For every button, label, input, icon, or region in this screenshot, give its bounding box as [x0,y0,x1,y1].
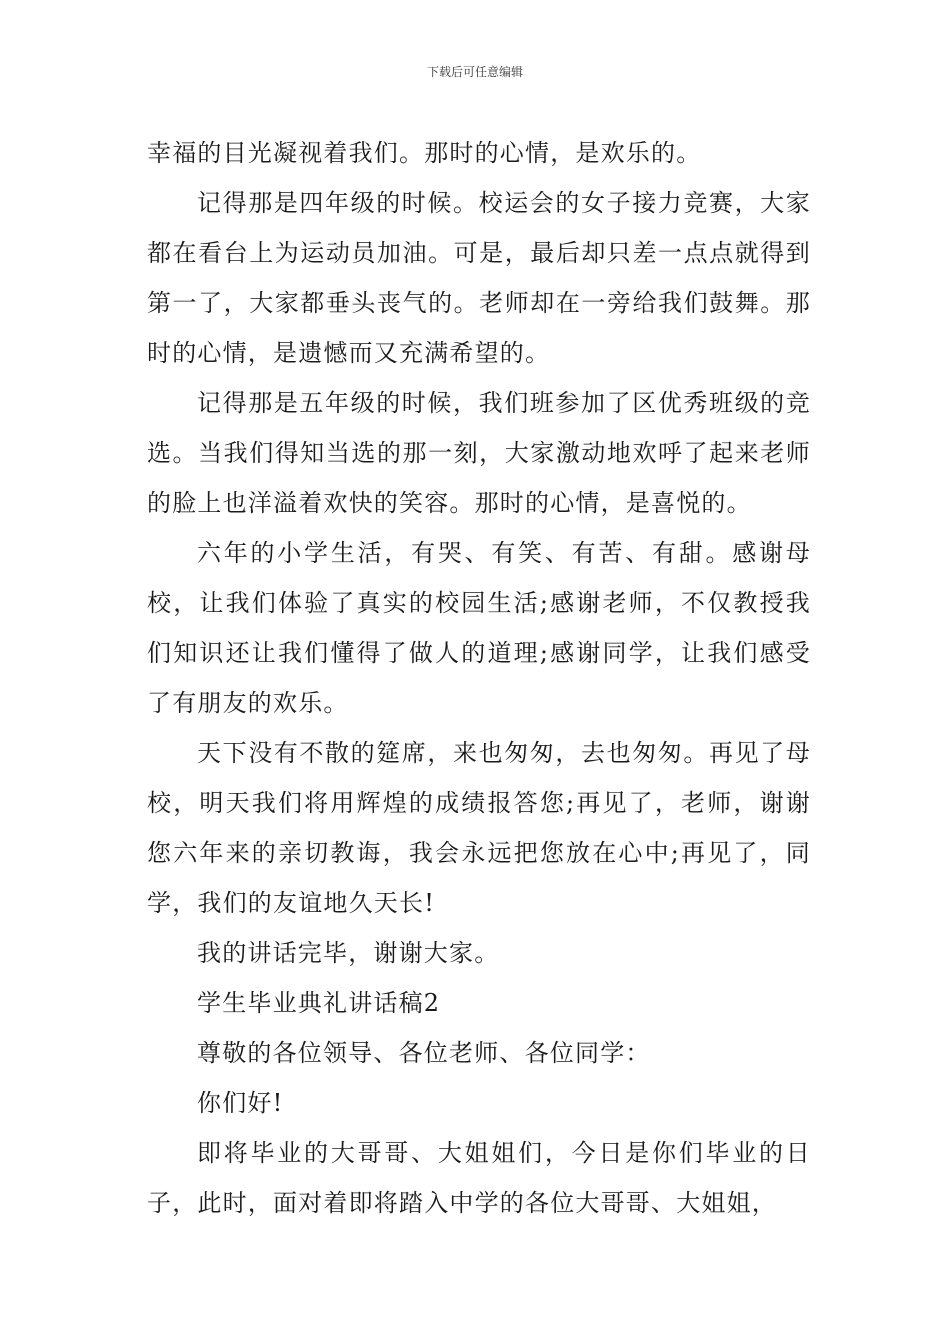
paragraph-fourth-grade: 记得那是四年级的时候。校运会的女子接力竞赛，大家都在看台上为运动员加油。可是，最后却只差一点点就得到第一了，大家都垂头丧气的。老师却在一旁给我们鼓舞。那时的心情，是遗憾而又充满希望的。 [147,189,811,367]
paragraph-closing: 我的讲话完毕，谢谢大家。 [197,939,500,967]
paragraph-farewell: 天下没有不散的筵席，来也匆匆，去也匆匆。再见了母校，明天我们将用辉煌的成绩报答您;再见了，老师，谢谢您六年来的亲切教诲，我会永远把您放在心中;再见了，同学，我们的友谊地久天长! [147,739,811,917]
paragraph-continuation: 幸福的目光凝视着我们。那时的心情，是欢乐的。 [147,139,702,167]
section-title: 学生毕业典礼讲话稿2 [197,989,441,1017]
greeting: 你们好! [197,1089,284,1117]
page-header-note: 下载后可任意编辑 [426,65,523,79]
paragraph-fifth-grade: 记得那是五年级的时候，我们班参加了区优秀班级的竞选。当我们得知当选的那一刻，大家激动地欢呼了起来老师的脸上也洋溢着欢快的笑容。那时的心情，是喜悦的。 [147,389,811,517]
paragraph-gratitude: 六年的小学生活，有哭、有笑、有苦、有甜。感谢母校，让我们体验了真实的校园生活;感谢老师，不仅教授我们知识还让我们懂得了做人的道理;感谢同学，让我们感受了有朋友的欢乐。 [147,539,811,717]
document-body [147,128,811,1228]
paragraph-opening: 即将毕业的大哥哥、大姐姐们，今日是你们毕业的日子，此时，面对着即将踏入中学的各位大哥哥、大姐姐， [147,1139,811,1217]
salutation: 尊敬的各位领导、各位老师、各位同学： [197,1039,651,1067]
